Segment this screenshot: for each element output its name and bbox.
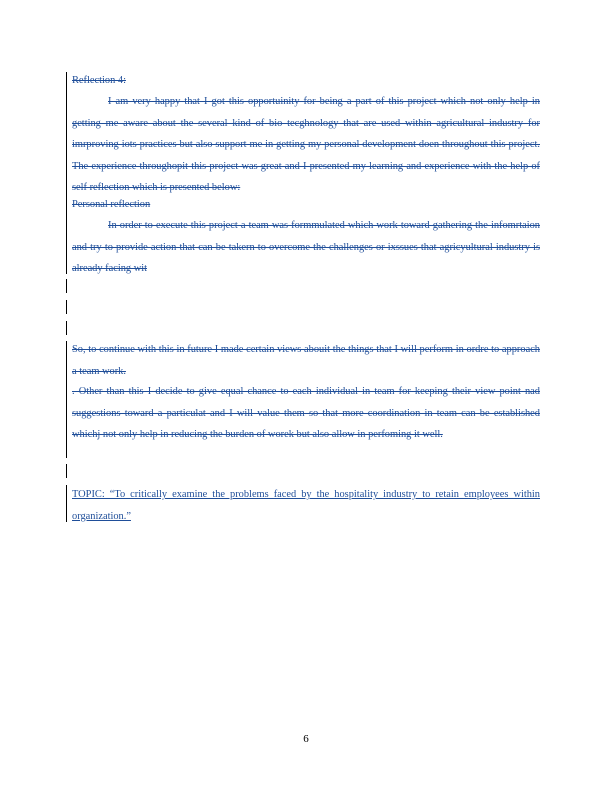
change-bar [66, 321, 67, 335]
change-bar [66, 341, 67, 458]
change-bar [66, 464, 67, 478]
team-paragraph: In order to execute this project a team was formmulated which work toward gathering the infomrtaion and try to provide action that can be takern to overcome the challenges or ixssues that agricyultural industry is already facing wit [72, 220, 540, 275]
equal-chance-paragraph: . Other than this I decide to give equal chance to each individual in team for keeping their view point nad suggestions toward a particulat and I will value them so that more coordination in team can be established whichj not only help in reducing the burden of worek but also allow in perfoming it well. [72, 386, 540, 441]
reflection-heading: Reflection 4: [72, 75, 126, 86]
future-paragraph: So, to continue with this in future I made certain views abouit the things that I will perform in ordre to approach a team work. [72, 344, 540, 377]
intro-paragraph: I am very happy that I got this opportuinity for being a part of this project which not only help in getting me aware about the several kind of bio tecghnology that are used within agricultural industry for imrproving iots practices but also support me in getting my personal development doen throughout this project. The experience throughopit this project was great and I presented my learning and experience with the help of self reflection which is presented below: [72, 96, 540, 194]
change-bar [66, 279, 67, 293]
personal-reflection-subheading: Personal reflection [72, 199, 151, 210]
change-bar [66, 300, 67, 314]
change-bar [66, 485, 67, 522]
change-bar [66, 72, 67, 274]
page-number: 6 [303, 733, 309, 745]
topic-paragraph: TOPIC: “To critically examine the problems faced by the hospitality industry to retain employees within organization.” [72, 489, 540, 522]
